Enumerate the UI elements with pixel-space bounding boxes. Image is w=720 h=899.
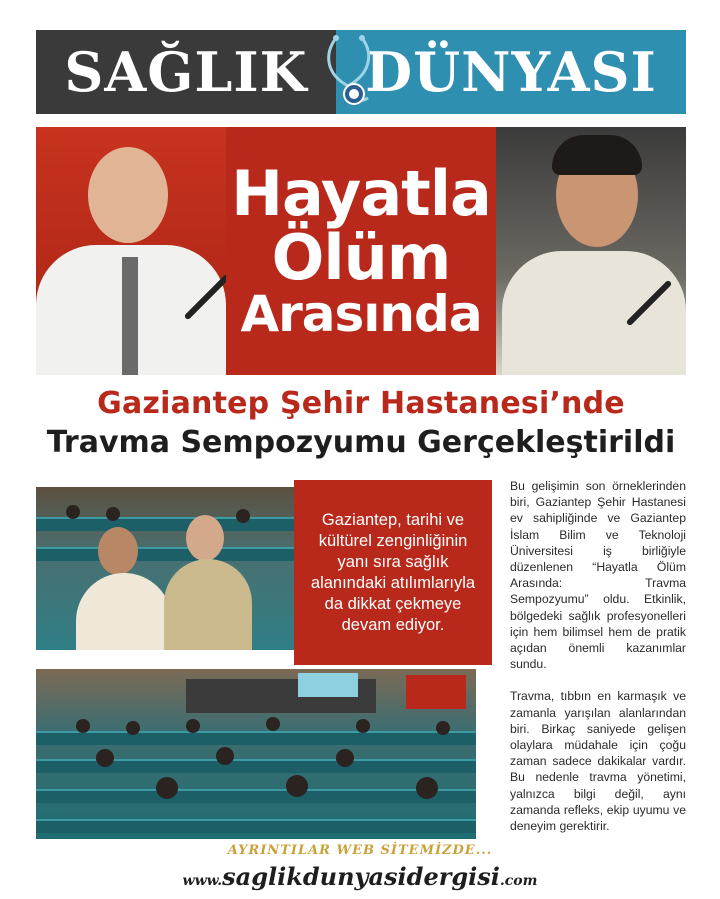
footer-more-details: AYRINTILAR WEB SİTEMİZDE... bbox=[227, 843, 493, 858]
audience-head bbox=[126, 721, 140, 735]
masthead-left-panel bbox=[36, 30, 336, 114]
headline bbox=[36, 385, 686, 463]
website-prefix: www. bbox=[182, 873, 223, 889]
audience-head bbox=[436, 721, 450, 735]
hero-title-line-1: Hayatla bbox=[231, 157, 491, 231]
projection-screen bbox=[298, 673, 358, 697]
speaker-hair bbox=[552, 135, 642, 175]
audience-head bbox=[356, 719, 370, 733]
masthead-right-panel bbox=[336, 30, 686, 114]
audience-head bbox=[336, 749, 354, 767]
website-suffix: .com bbox=[499, 873, 538, 889]
seat-row bbox=[36, 547, 294, 561]
speaker-shirt bbox=[502, 251, 686, 375]
audience-head bbox=[66, 505, 80, 519]
speaker-face bbox=[88, 147, 168, 243]
audience-head bbox=[236, 509, 250, 523]
masthead-word-dunyasi: DÜNYASI bbox=[365, 40, 657, 104]
audience-photo-1 bbox=[36, 487, 294, 650]
footer bbox=[0, 843, 720, 891]
article-body bbox=[510, 478, 686, 834]
auditorium-photo bbox=[36, 669, 476, 839]
speaker-photo-left bbox=[36, 127, 226, 375]
audience-head bbox=[156, 777, 178, 799]
audience-head bbox=[76, 719, 90, 733]
masthead bbox=[36, 30, 686, 114]
audience-head bbox=[106, 507, 120, 521]
speaker-photo-right bbox=[496, 127, 686, 375]
audience-head bbox=[186, 719, 200, 733]
hero-title-box bbox=[226, 127, 496, 375]
attendee-jacket bbox=[164, 559, 252, 650]
pull-quote-text: Gaziantep, tarihi ve kültürel zenginliğinin yanı sıra sağlık alanındaki atılımlarıyla da dikkat çekmeye devam ediyor. bbox=[310, 510, 476, 634]
stethoscope-icon bbox=[318, 34, 388, 112]
article-paragraph-2: Travma, tıbbın en karmaşık ve zamanla yarışılan alanlarından biri. Birkaç saniyede gelişen olaylara müdahale için çoğu zaman sadece dakikalar vardır. Bu nedenle travma yönetimi, yalnızca bilgi değil, aynı zamanda refleks, ekip uyumu ve deneyim gerektirir. bbox=[510, 689, 686, 834]
turkish-flag bbox=[406, 675, 466, 709]
hero-title-line-3: Arasında bbox=[240, 284, 482, 343]
headline-line-2: Travma Sempozyumu Gerçekleştirildi bbox=[46, 425, 676, 460]
seat-row bbox=[36, 819, 476, 833]
audience-head bbox=[286, 775, 308, 797]
audience-head bbox=[416, 777, 438, 799]
pull-quote-box bbox=[294, 480, 492, 665]
audience-head bbox=[266, 717, 280, 731]
seat-row bbox=[36, 789, 476, 803]
masthead-word-saglik: SAĞLIK bbox=[64, 40, 308, 104]
hero-title-line-2: Ölüm bbox=[271, 220, 451, 294]
attendee-face bbox=[98, 527, 138, 575]
website-name: saglikdunyasidergisi bbox=[222, 862, 500, 891]
website-link[interactable] bbox=[0, 862, 720, 891]
hero-banner bbox=[36, 127, 686, 375]
attendee-shirt bbox=[76, 573, 172, 650]
seat-row bbox=[36, 731, 476, 745]
headline-line-1: Gaziantep Şehir Hastanesi’nde bbox=[97, 386, 625, 421]
article-paragraph-1: Bu gelişimin son örneklerinden biri, Gaziantep Şehir Hastanesi ev sahipliğinde ve Gaziantep İslam Bilim ve Teknoloji Üniversitesi iş birliğiyle düzenlenen “Hayatla Ölüm Arasında: Travma Sempozyumu” oldu. Etkinlik, bölgedeki sağlık profesyonelleri için hem bilimsel hem de pratik açıdan önemli kazanımlar sundu. bbox=[510, 479, 686, 672]
seat-row bbox=[36, 517, 294, 531]
speaker-tie bbox=[122, 257, 138, 375]
audience-head bbox=[216, 747, 234, 765]
attendee-face bbox=[186, 515, 224, 561]
audience-head bbox=[96, 749, 114, 767]
